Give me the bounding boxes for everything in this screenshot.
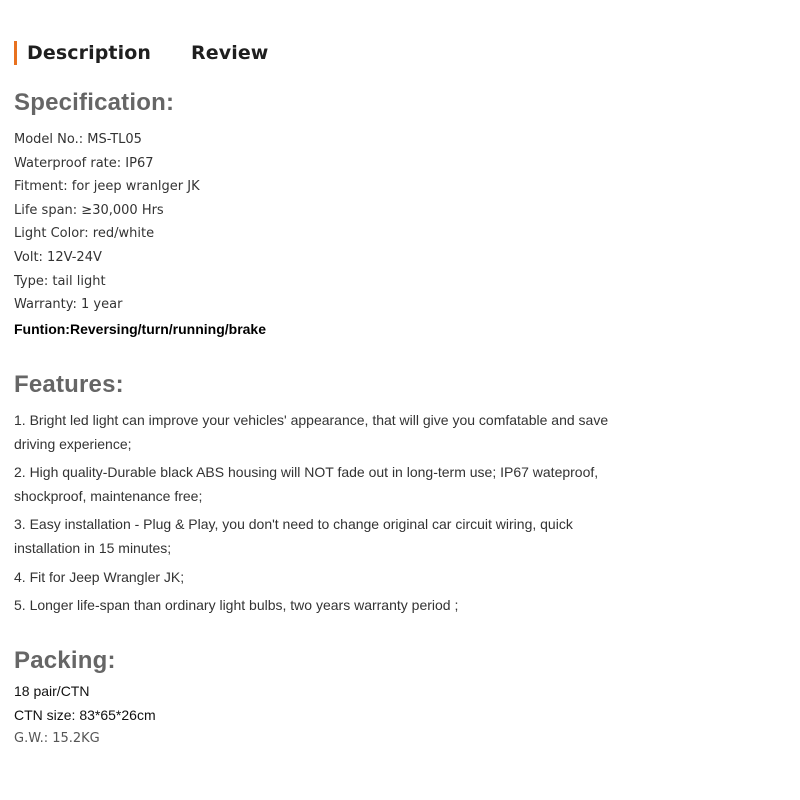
feature-item: 2. High quality-Durable black ABS housing will NOT fade out in long-term use; IP67 wateproof, shockproof, maintenance free; — [14, 464, 599, 504]
spec-type: Type: tail light — [14, 273, 106, 289]
features-list — [14, 409, 624, 623]
feature-item: 4. Fit for Jeep Wrangler JK; — [14, 568, 185, 585]
specification-list — [14, 128, 266, 341]
feature-item: 1. Bright led light can improve your vehicles' appearance, that will give you comfatable and save driving experience; — [14, 412, 609, 452]
active-tab-indicator — [14, 41, 17, 65]
packing-ctn-size: CTN size: 83*65*26cm — [14, 706, 156, 723]
features-heading: Features: — [14, 371, 124, 398]
spec-waterproof: Waterproof rate: IP67 — [14, 155, 154, 171]
packing-quantity: 18 pair/CTN — [14, 683, 90, 699]
specification-heading: Specification: — [14, 89, 175, 116]
spec-warranty: Warranty: 1 year — [14, 297, 123, 313]
spec-fitment: Fitment: for jeep wranlger JK — [14, 179, 200, 195]
packing-list — [14, 680, 156, 751]
tab-description[interactable]: Description — [27, 42, 151, 64]
feature-item: 5. Longer life-span than ordinary light bulbs, two years warranty period ; — [14, 597, 459, 614]
packing-gross-weight: G.W.: 15.2KG — [14, 731, 100, 747]
spec-model: Model No.: MS-TL05 — [14, 132, 142, 147]
feature-item: 3. Easy installation - Plug & Play, you don't need to change original car circuit wiring, quick installation in 15 minutes; — [14, 516, 573, 556]
tab-bar — [14, 40, 268, 66]
tab-review[interactable]: Review — [191, 42, 269, 64]
packing-heading: Packing: — [14, 647, 116, 674]
spec-function: Funtion:Reversing/turn/running/brake — [14, 320, 267, 337]
spec-volt: Volt: 12V-24V — [14, 249, 102, 265]
spec-life-span: Life span: ≥30,000 Hrs — [14, 202, 164, 218]
spec-light-color: Light Color: red/white — [14, 226, 155, 242]
